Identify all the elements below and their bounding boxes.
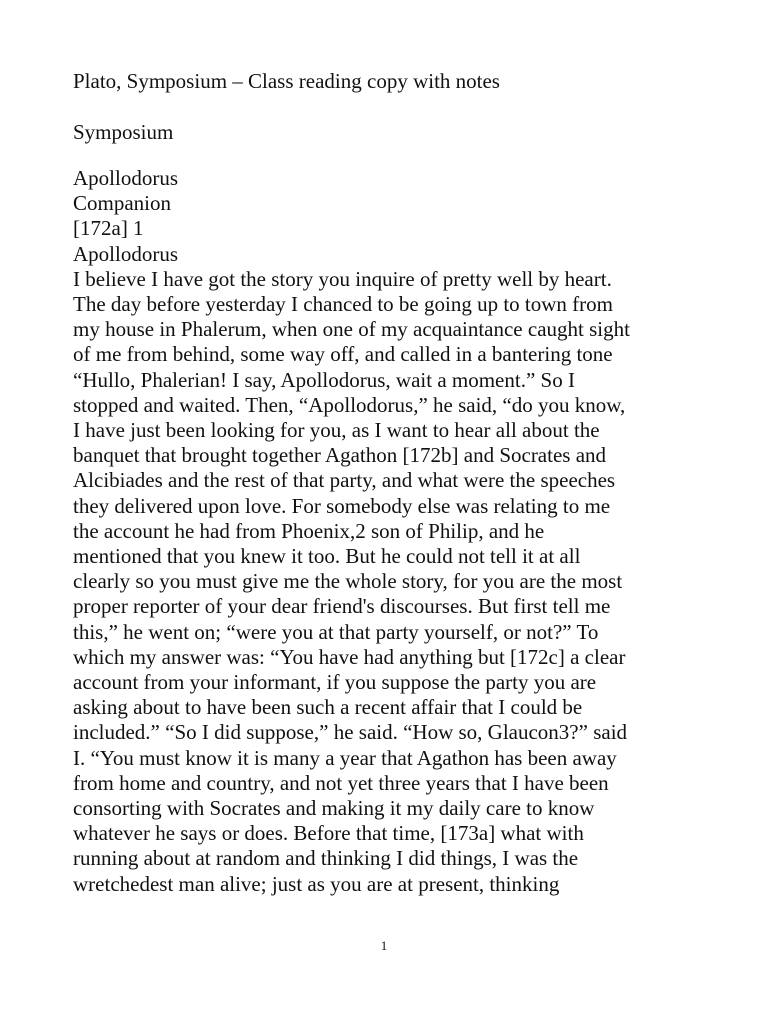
text-line: account from your informant, if you suppose the party you are (73, 670, 597, 695)
text-line: stopped and waited. Then, “Apollodorus,” he said, “do you know, (73, 392, 626, 417)
text-line: of me from behind, some way off, and called in a bantering tone (73, 342, 613, 367)
spacer (73, 98, 713, 115)
speaker-apollodorus: Apollodorus (73, 166, 178, 190)
text-line: wretchedest man alive; just as you are at present, thinking (73, 871, 560, 896)
text-line: The day before yesterday I chanced to be going up to town from (73, 292, 613, 317)
text-line: clearly so you must give me the whole story, for you are the most (73, 569, 623, 594)
text-line: whatever he says or does. Before that time, [173a] what with (73, 821, 584, 846)
stephanus-marker: [172a] 1 (73, 216, 144, 241)
text-line: this,” he went on; “were you at that party yourself, or not?” To (73, 619, 599, 644)
text-line: banquet that brought together Agathon [172b] and Socrates and (73, 443, 607, 468)
text-line: asking about to have been such a recent affair that I could be (73, 695, 583, 720)
body-text (73, 267, 713, 897)
text-line: the account he had from Phoenix,2 son of Philip, and he (73, 518, 545, 543)
work-title: Symposium (73, 120, 174, 144)
text-line: proper reporter of your dear friend's discourses. But first tell me (73, 594, 611, 619)
document-header: Plato, Symposium – Class reading copy with notes (73, 69, 500, 93)
text-line: my house in Phalerum, when one of my acquaintance caught sight (73, 317, 630, 342)
document-page (73, 64, 713, 897)
text-line: I have just been looking for you, as I want to hear all about the (73, 418, 600, 443)
text-line: “Hullo, Phalerian! I say, Apollodorus, wait a moment.” So I (73, 367, 575, 392)
page-number: 1 (380, 938, 388, 953)
text-line: Alcibiades and the rest of that party, and what were the speeches (73, 468, 616, 493)
speaker-companion: Companion (73, 191, 171, 216)
text-line: I believe I have got the story you inquire of pretty well by heart. (73, 266, 612, 291)
text-line: I. “You must know it is many a year that Agathon has been away (73, 745, 617, 770)
text-line: mentioned that you knew it too. But he could not tell it at all (73, 544, 581, 569)
text-line: from home and country, and not yet three years that I have been (73, 770, 609, 795)
spacer (73, 149, 713, 166)
text-line: running about at random and thinking I did things, I was the (73, 846, 579, 871)
text-line: consorting with Socrates and making it my daily care to know (73, 796, 595, 821)
text-line: included.” “So I did suppose,” he said. “How so, Glaucon3?” said (73, 720, 628, 745)
text-line: they delivered upon love. For somebody else was relating to me (73, 493, 611, 518)
text-line: which my answer was: “You have had anything but [172c] a clear (73, 644, 626, 669)
speaker-current: Apollodorus (73, 241, 178, 266)
